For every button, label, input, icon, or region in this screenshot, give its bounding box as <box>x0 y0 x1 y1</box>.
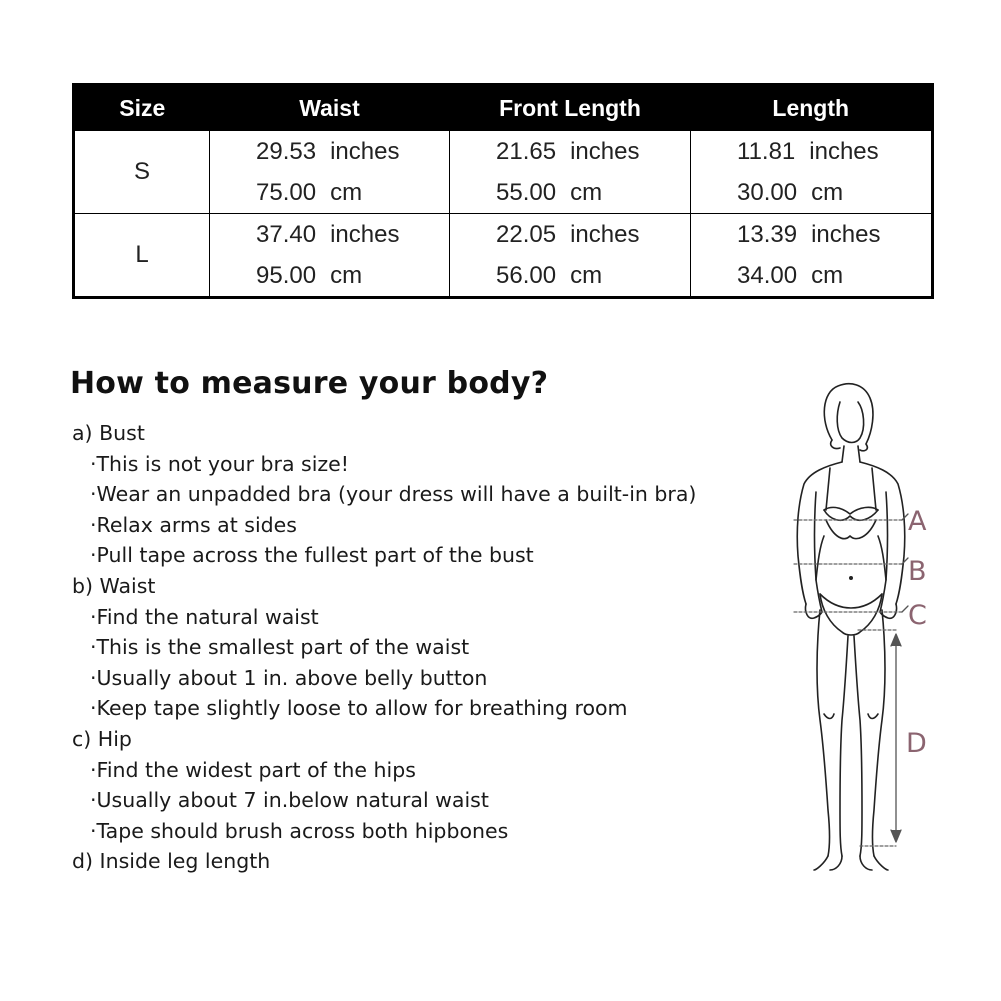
size-label: L <box>74 214 210 298</box>
unit-label: inches <box>330 221 400 248</box>
hip-tip: ·Find the widest part of the hips <box>90 757 416 782</box>
waist-cm-value: 95.00 <box>256 262 317 289</box>
waist-cell <box>210 131 450 214</box>
header-waist: Waist <box>210 85 450 131</box>
length-inches-value: 13.39 <box>737 221 798 248</box>
table-row <box>74 214 933 298</box>
unit-label: cm <box>570 262 603 289</box>
size-label: S <box>74 131 210 214</box>
unit-label: inches <box>811 221 881 248</box>
waist-tip: ·Usually about 1 in. above belly button <box>90 665 488 690</box>
section-heading-inside-leg: d) Inside leg length <box>72 849 271 874</box>
section-heading-hip: c) Hip <box>72 726 132 751</box>
unit-label: inches <box>330 138 400 165</box>
front-length-cell <box>450 131 691 214</box>
unit-label: inches <box>570 138 640 165</box>
bust-tip: ·Pull tape across the fullest part of the bust <box>90 543 534 568</box>
length-cell <box>691 214 933 298</box>
label-d: D <box>906 728 927 759</box>
front-length-inches-value: 22.05 <box>496 221 557 248</box>
unit-label: cm <box>330 262 363 289</box>
table-row <box>74 131 933 214</box>
waist-tip: ·Keep tape slightly loose to allow for breathing room <box>90 696 628 721</box>
waist-cm-value: 75.00 <box>256 179 317 206</box>
hip-tip: ·Usually about 7 in.below natural waist <box>90 788 489 813</box>
measurement-instructions <box>72 418 772 877</box>
unit-label: cm <box>330 179 363 206</box>
label-a: A <box>908 506 927 537</box>
size-chart-table <box>72 83 934 299</box>
waist-tip: ·Find the natural waist <box>90 604 319 629</box>
length-inches-value: 11.81 <box>737 138 796 165</box>
label-c: C <box>908 600 927 631</box>
bust-tip: ·This is not your bra size! <box>90 451 350 476</box>
unit-label: cm <box>811 179 844 206</box>
front-length-cm-value: 55.00 <box>496 179 557 206</box>
unit-label: inches <box>809 138 879 165</box>
length-cm-value: 34.00 <box>737 262 798 289</box>
unit-label: cm <box>570 179 603 206</box>
waist-inches-value: 29.53 <box>256 138 317 165</box>
hip-tip: ·Tape should brush across both hipbones <box>90 818 509 843</box>
unit-label: inches <box>570 221 640 248</box>
front-length-cell <box>450 214 691 298</box>
length-cm-value: 30.00 <box>737 179 798 206</box>
bust-tip: ·Wear an unpadded bra (your dress will have a built-in bra) <box>90 482 697 507</box>
section-heading-bust: a) Bust <box>72 421 145 445</box>
guide-title: How to measure your body? <box>70 366 549 401</box>
header-front-length: Front Length <box>450 85 691 131</box>
label-b: B <box>908 556 927 587</box>
waist-tip: ·This is the smallest part of the waist <box>90 635 470 660</box>
header-length: Length <box>691 85 933 131</box>
waist-inches-value: 37.40 <box>256 221 317 248</box>
waist-cell <box>210 214 450 298</box>
front-length-cm-value: 56.00 <box>496 262 557 289</box>
front-length-inches-value: 21.65 <box>496 138 557 165</box>
unit-label: cm <box>811 262 844 289</box>
body-measurement-figure-icon <box>770 380 950 880</box>
header-size: Size <box>74 85 210 131</box>
table-header-row <box>74 85 933 131</box>
length-cell <box>691 131 933 214</box>
bust-tip: ·Relax arms at sides <box>90 512 297 537</box>
section-heading-waist: b) Waist <box>72 573 156 598</box>
